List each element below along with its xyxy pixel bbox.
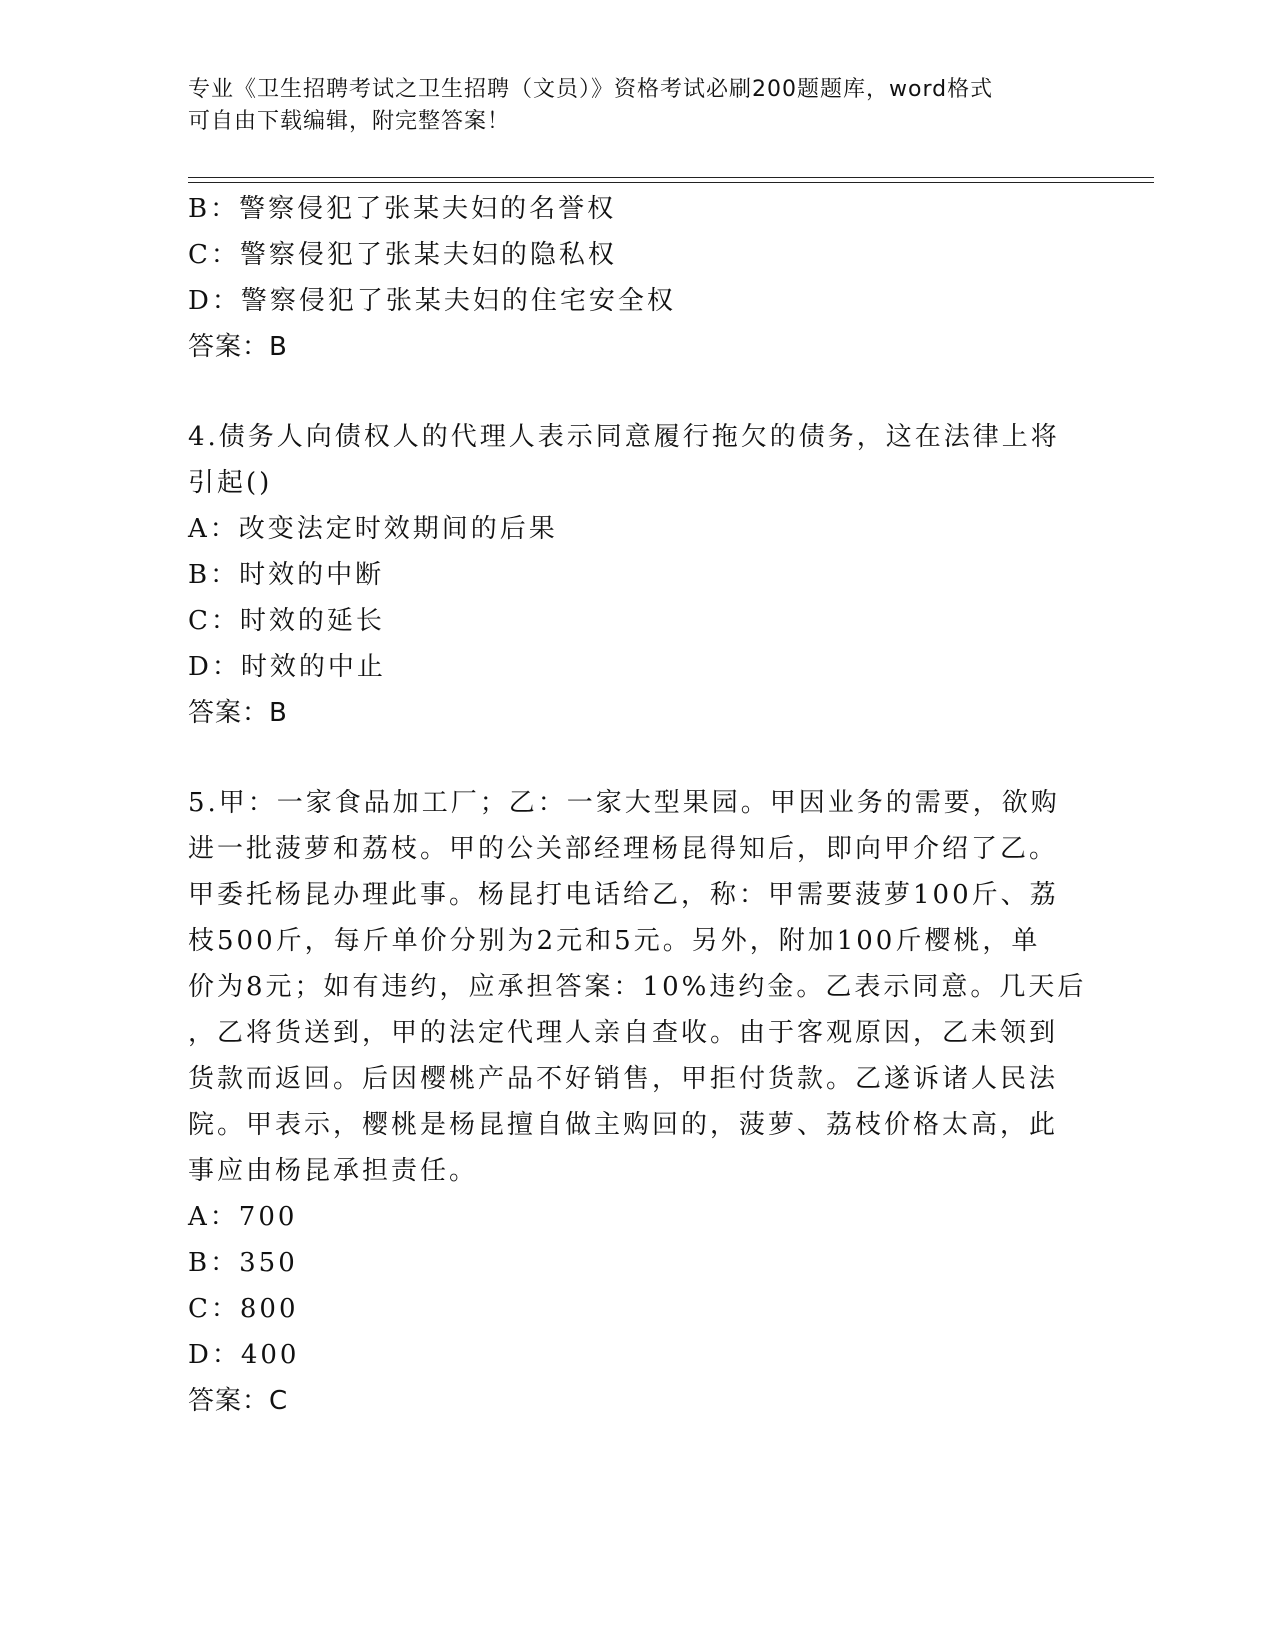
header-line-1: 专业《卫生招聘考试之卫生招聘（文员）》资格考试必刷200题题库，word格式: [188, 77, 994, 102]
q3-option-b: B：警察侵犯了张某夫妇的名誉权: [188, 194, 617, 224]
q3-option-c: C：警察侵犯了张某夫妇的隐私权: [188, 240, 617, 270]
q5-stem-line: 事应由杨昆承担责任。: [188, 1156, 479, 1186]
q5-answer: 答案：C: [188, 1386, 289, 1416]
q4-option-a: A：改变法定时效期间的后果: [188, 514, 558, 544]
question-content: [188, 186, 1088, 1424]
header-divider-top: [188, 177, 1154, 178]
q5-stem-line: ，乙将货送到，甲的法定代理人亲自查收。由于客观原因，乙未领到: [188, 1018, 1059, 1048]
q5-stem-line: 价为8元；如有违约，应承担答案：10%违约金。乙表示同意。几天后: [188, 972, 1087, 1002]
q5-stem-line: 枝500斤，每斤单价分别为2元和5元。另外，附加100斤樱桃，单: [188, 926, 1041, 956]
q5-option-d: D：400: [188, 1340, 300, 1370]
q5-option-c: C：800: [188, 1294, 299, 1324]
q4-stem-line-1: 4.债务人向债权人的代理人表示同意履行拖欠的债务，这在法律上将: [188, 422, 1060, 452]
header-line-2: 可自由下载编辑，附完整答案！: [188, 109, 511, 134]
q4-stem-line-2: 引起(): [188, 468, 273, 498]
q5-stem-line: 甲委托杨昆办理此事。杨昆打电话给乙，称：甲需要菠萝100斤、荔: [188, 880, 1059, 910]
q5-stem-line: 院。甲表示，樱桃是杨昆擅自做主购回的，菠萝、荔枝价格太高，此: [188, 1110, 1059, 1140]
q4-option-c: C：时效的延长: [188, 606, 385, 636]
q3-option-d: D：警察侵犯了张某夫妇的住宅安全权: [188, 286, 676, 316]
q4-option-d: D：时效的中止: [188, 652, 386, 682]
question-3: [188, 186, 1088, 370]
q5-stem-line: 进一批菠萝和荔枝。甲的公关部经理杨昆得知后，即向甲介绍了乙。: [188, 834, 1059, 864]
q5-stem-line: 货款而返回。后因樱桃产品不好销售，甲拒付货款。乙遂诉诸人民法: [188, 1064, 1059, 1094]
q5-option-b: B：350: [188, 1248, 298, 1278]
q4-answer: 答案：B: [188, 698, 288, 728]
q5-option-a: A：700: [188, 1202, 298, 1232]
header-divider-bottom: [188, 182, 1154, 183]
question-5: [188, 780, 1088, 1424]
q3-answer: 答案：B: [188, 332, 288, 362]
document-header: [188, 74, 1068, 138]
q5-stem-line: 5.甲：一家食品加工厂；乙：一家大型果园。甲因业务的需要，欲购: [188, 788, 1060, 818]
question-4: [188, 414, 1088, 736]
q4-option-b: B：时效的中断: [188, 560, 385, 590]
